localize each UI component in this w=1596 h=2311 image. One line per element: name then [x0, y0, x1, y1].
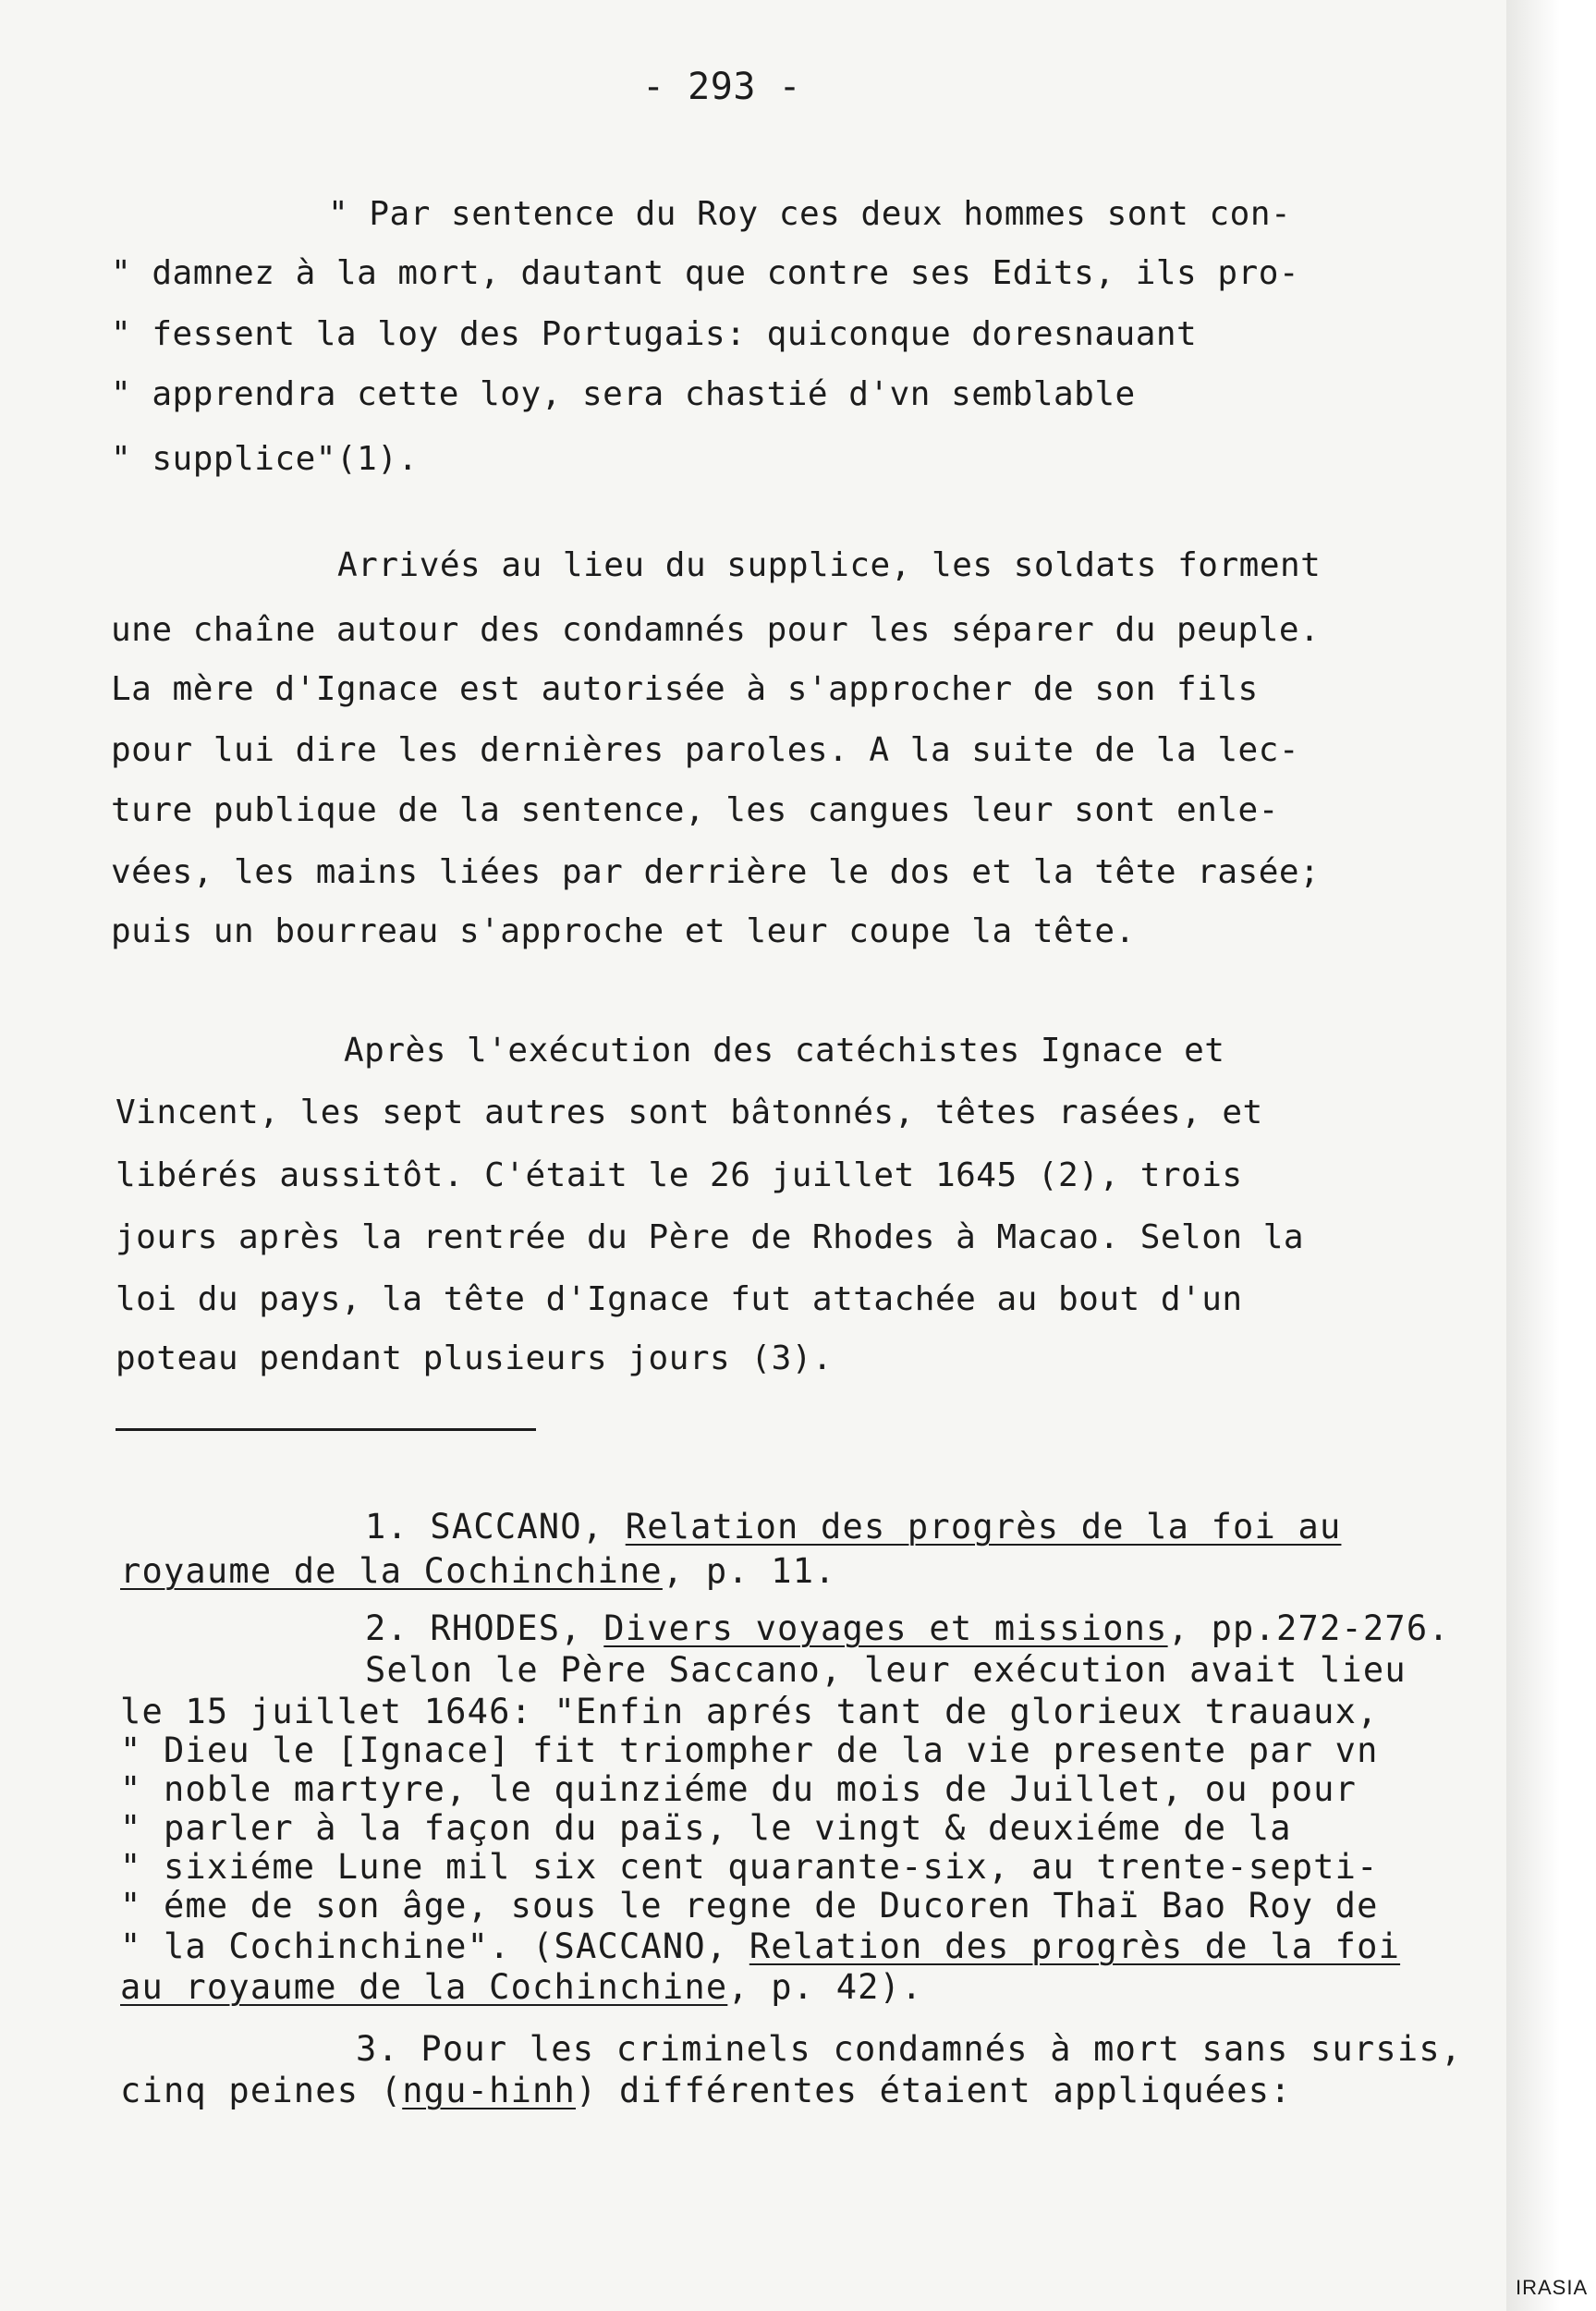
footnote-text: 1. SACCANO, [365, 1507, 626, 1547]
footnote-line: " éme de son âge, sous le regne de Ducoren Thaï Bao Roy de [120, 1886, 1379, 1926]
footnote-line: " noble martyre, le quinziéme du mois de Juillet, ou pour [120, 1769, 1358, 1809]
vietnamese-term: ngu-hinh [402, 2071, 576, 2110]
paragraph-line: loi du pays, la tête d'Ignace fut attachée au bout d'un [116, 1280, 1243, 1318]
footnote-line: " Dieu le [Ignace] fit triompher de la vie presente par vn [120, 1730, 1379, 1770]
cited-title: royaume de la Cochinchine [120, 1551, 663, 1591]
footnote-1-cont [120, 1551, 836, 1592]
footnote-text: , p. 11. [662, 1551, 836, 1591]
quote-line: " damnez à la mort, dautant que contre ses Edits, ils pro- [111, 254, 1300, 292]
footnote-text: , pp.272-276. [1167, 1608, 1450, 1648]
paragraph-line: une chaîne autour des condamnés pour les séparer du peuple. [111, 611, 1321, 649]
paragraph-line: puis un bourreau s'approche et leur coupe la tête. [111, 912, 1136, 950]
cited-title: Relation des progrès de la foi [749, 1926, 1401, 1966]
quote-line: " Par sentence du Roy ces deux hommes sont con- [328, 195, 1292, 233]
footnote-text: cinq peines ( [120, 2071, 403, 2110]
footnote-text: ) différentes étaient appliquées: [576, 2071, 1292, 2110]
footnote-1 [365, 1507, 1341, 1547]
footnote-text: 2. RHODES, [365, 1608, 604, 1648]
cited-title: au royaume de la Cochinchine [120, 1967, 728, 2007]
paragraph-line: ture publique de la sentence, les cangues leur sont enle- [111, 791, 1279, 829]
footnote-line: le 15 juillet 1646: "Enfin aprés tant de glorieux trauaux, [120, 1692, 1379, 1731]
footnote-text: " la Cochinchine". (SACCANO, [120, 1926, 749, 1966]
footnote-line [120, 2071, 1292, 2111]
footnote-line: Selon le Père Saccano, leur exécution avait lieu [365, 1650, 1407, 1690]
quote-line: " apprendra cette loy, sera chastié d'vn semblable [111, 375, 1136, 413]
footnote-text: , p. 42). [727, 1967, 923, 2007]
page-number: - 293 - [642, 66, 802, 108]
footnote-line [120, 1967, 923, 2008]
paragraph-line: poteau pendant plusieurs jours (3). [116, 1339, 834, 1377]
scan-edge [1506, 0, 1596, 2311]
footnote-3: 3. Pour les criminels condamnés à mort sans sursis, [356, 2029, 1463, 2069]
footnote-line: " sixiéme Lune mil six cent quarante-six, au trente-septi- [120, 1847, 1379, 1887]
cited-title: Relation des progrès de la foi au [625, 1507, 1342, 1547]
cited-title: Divers voyages et missions [603, 1608, 1168, 1648]
footnote-line: " parler à la façon du païs, le vingt & deuxiéme de la [120, 1808, 1292, 1848]
quote-line: " supplice"(1). [111, 440, 419, 478]
quote-line: " fessent la loy des Portugais: quiconque doresnauant [111, 315, 1198, 353]
footnote-separator [116, 1428, 536, 1431]
paragraph-line: La mère d'Ignace est autorisée à s'approcher de son fils [111, 670, 1259, 708]
archive-watermark: IRASIA [1516, 2276, 1589, 2299]
footnote-2 [365, 1608, 1450, 1649]
footnote-line [120, 1926, 1400, 1967]
paragraph-line: libérés aussitôt. C'était le 26 juillet 1645 (2), trois [116, 1156, 1243, 1194]
paragraph-line: vées, les mains liées par derrière le dos et la tête rasée; [111, 853, 1321, 891]
paragraph-line: Vincent, les sept autres sont bâtonnés, têtes rasées, et [116, 1094, 1263, 1131]
paragraph-line: jours après la rentrée du Père de Rhodes à Macao. Selon la [116, 1218, 1305, 1256]
paragraph-line: pour lui dire les dernières paroles. A la suite de la lec- [111, 731, 1300, 769]
paragraph-line: Après l'exécution des catéchistes Ignace et [344, 1032, 1225, 1070]
paragraph-line: Arrivés au lieu du supplice, les soldats forment [337, 546, 1322, 584]
